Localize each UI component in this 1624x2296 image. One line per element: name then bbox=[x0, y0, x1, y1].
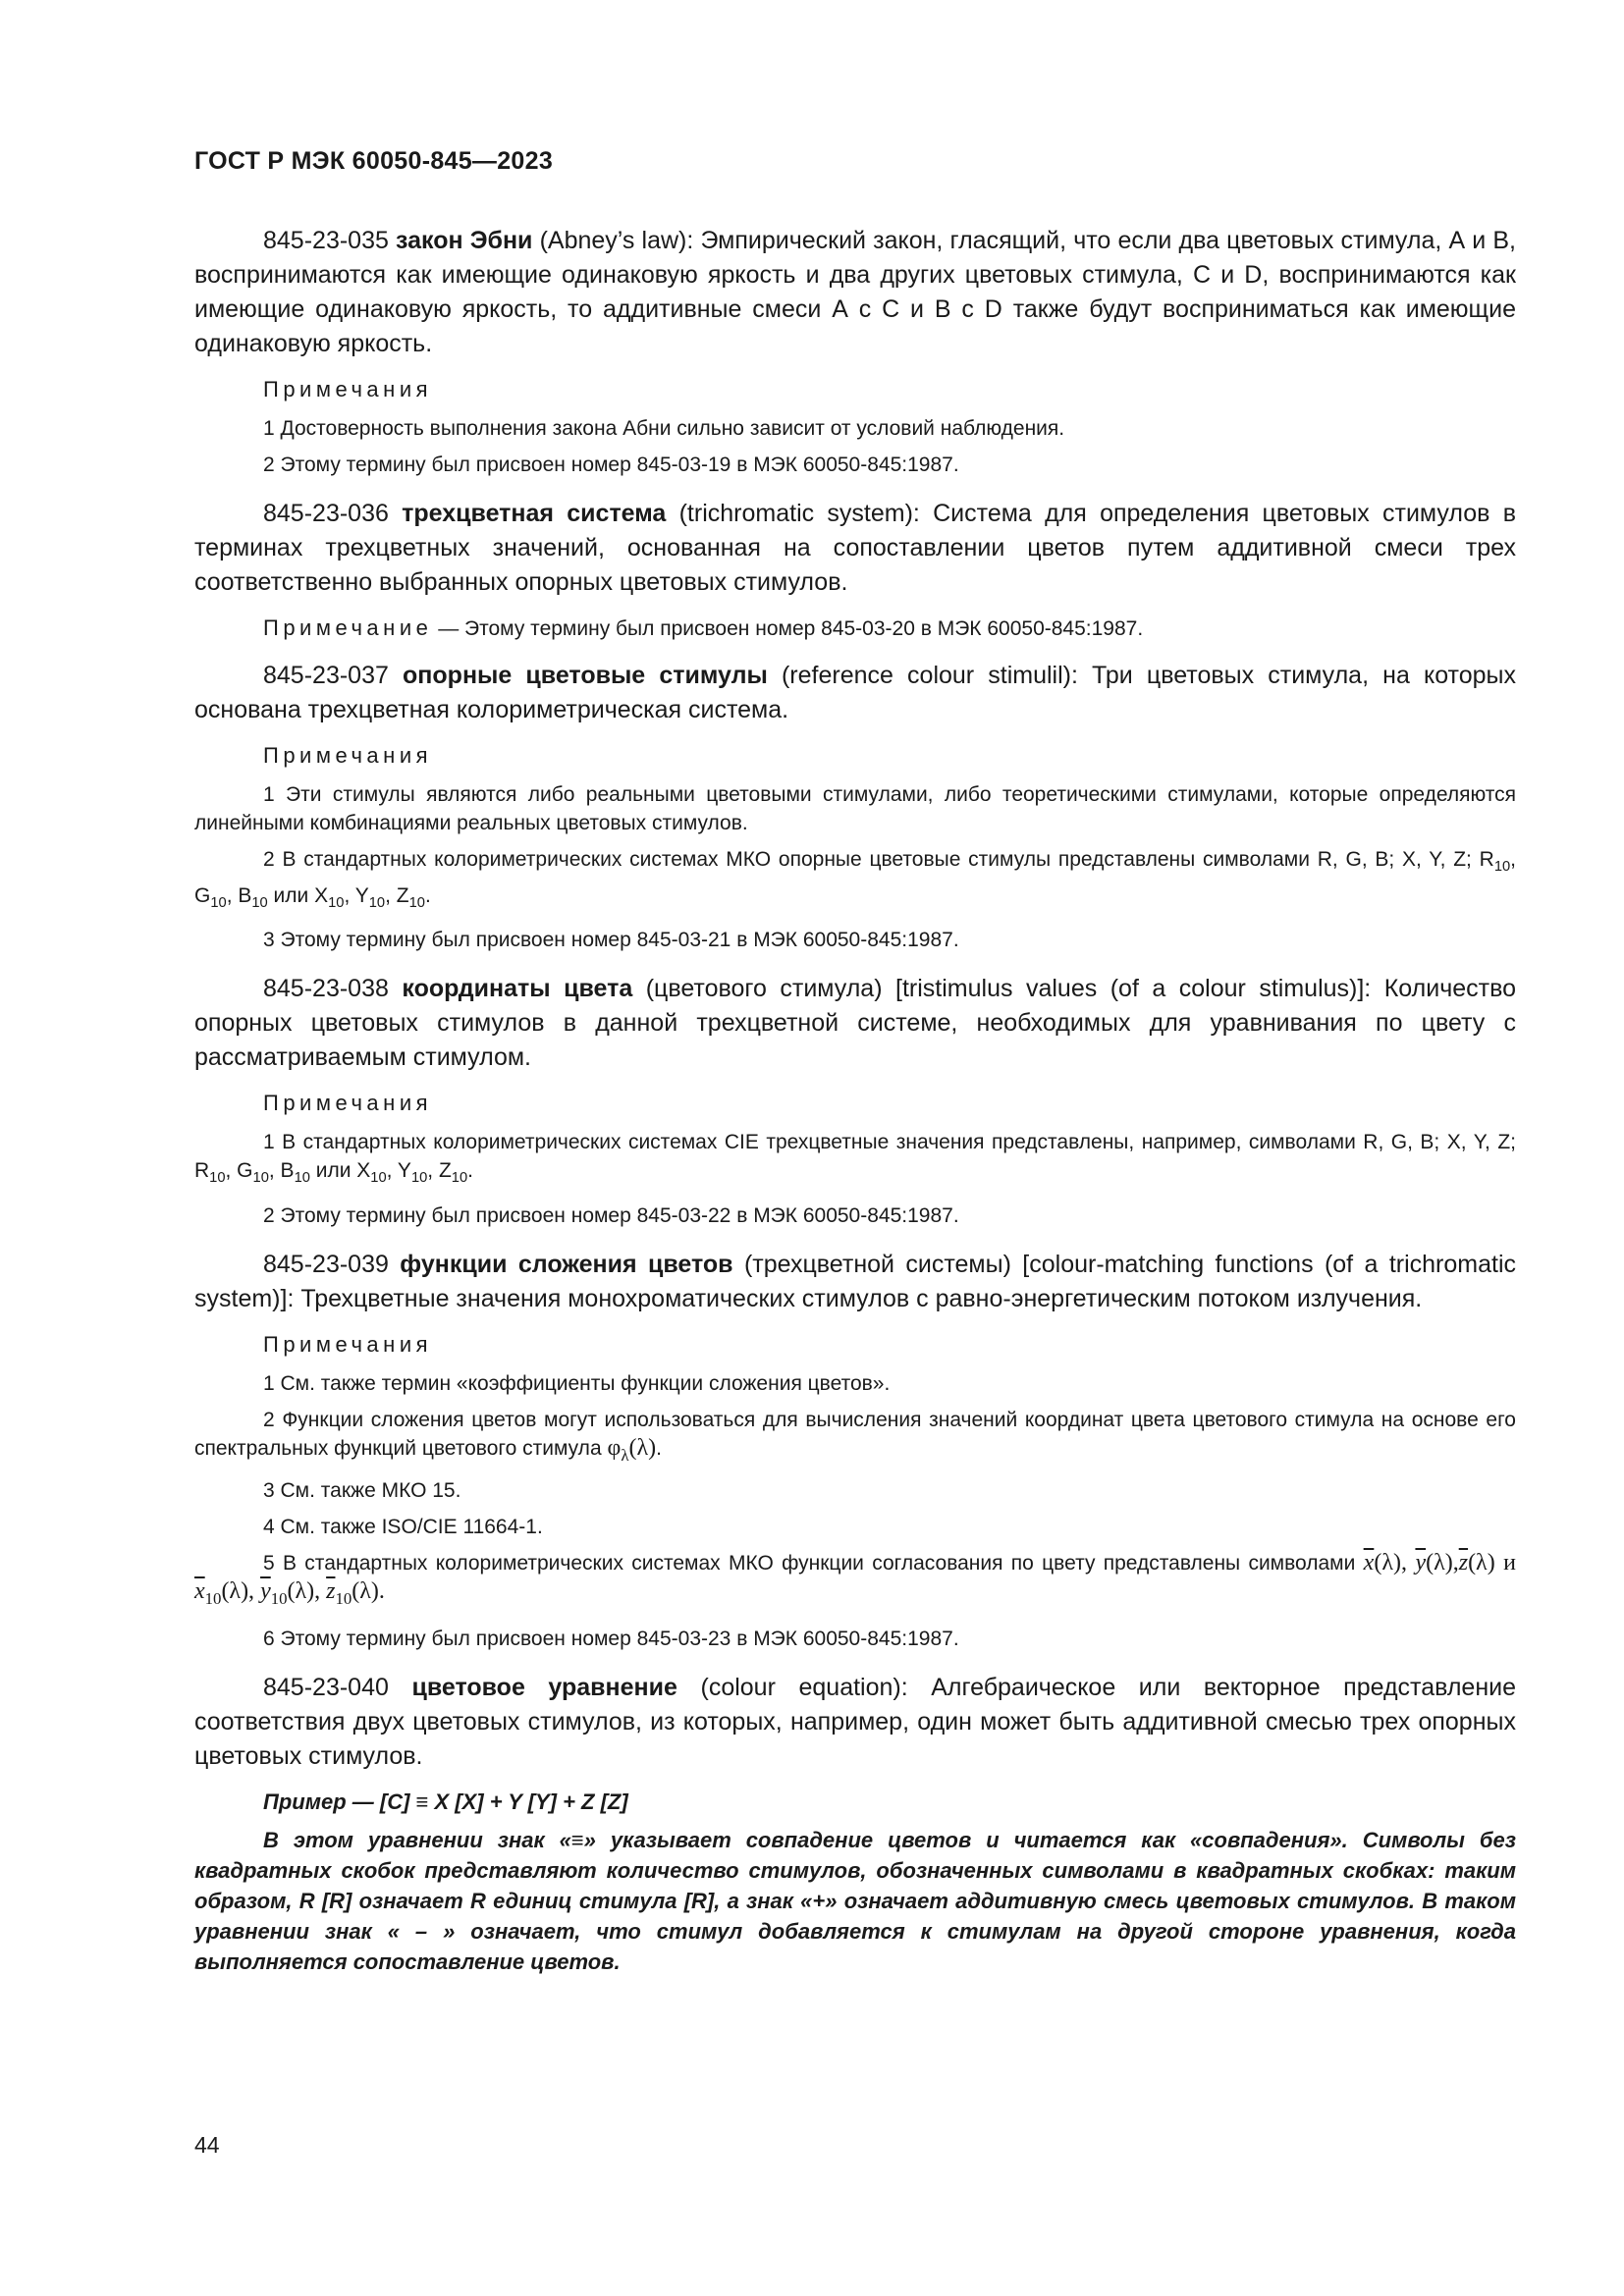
note: 3 См. также МКО 15. bbox=[263, 1479, 461, 1503]
term-name: трехцветная система bbox=[402, 500, 667, 527]
term-number: 845-23-038 bbox=[263, 975, 389, 1003]
note-symbols: 2 В стандартных колориметрических системах МКО опорные цветовые стимулы представлены символами R, G, B; X, Y, Z; $R_{10}$, $G_{10}$, $B_{10}$ или $X_{10}$, $Y_{10}$, $Z_{10}$. bbox=[194, 848, 1516, 912]
standard-code-header: ГОСТ Р МЭК 60050-845—2023 bbox=[194, 147, 554, 175]
note-label: Примечание bbox=[263, 615, 433, 640]
note-symbols: 1 В стандартных колориметрических системах CIE трехцветные значения представлены, например, символами R, G, B; X, Y, Z; $R_{10}$, $G_{10}$, $B_{10}$ или $X_{10}$, $Y_{10}$, $Z_{10}$. bbox=[194, 1131, 1516, 1187]
note-formula: 2 Функции сложения цветов могут использоваться для вычисления значений координат цвета цветового стимула на основе его спектральных функций цветового стимула $\varphi_\lambda(\lambda)$. bbox=[194, 1408, 1516, 1465]
term-number: 845-23-040 bbox=[263, 1674, 389, 1702]
note-formula: 5 В стандартных колориметрических системах МКО функции согласования по цвету представлены символами $\overline{x}(\lambda)$, $\overline{y}(\lambda),\overline{z}(\lambda)$ и $\overline{x}_{10}(\lambda)$, $\overline{y}_{10}(\lambda)$, $\overline{z}_{10}(\lambda)$. bbox=[194, 1550, 1517, 1609]
term-name: закон Эбни bbox=[396, 227, 533, 254]
term-entry-036 bbox=[194, 497, 1516, 600]
term-number: 845-23-039 bbox=[263, 1250, 389, 1278]
note: 2 Этому термину был присвоен номер 845-03-22 в МЭК 60050-845:1987. bbox=[263, 1203, 959, 1227]
example-heading: Пример — [C] ≡ X [X] + Y [Y] + Z [Z] bbox=[263, 1789, 628, 1815]
notes-title: Примечания bbox=[263, 1331, 433, 1357]
note: 1 См. также термин «коэффициенты функции сложения цветов». bbox=[263, 1371, 891, 1395]
note: 4 См. также ISO/CIE 11664-1. bbox=[263, 1516, 543, 1539]
notes-title: Примечания bbox=[263, 377, 433, 401]
note: 1 Эти стимулы являются либо реальными цветовыми стимулами, либо теоретическими стимулами, которые определяются линейными комбинациями реальных цветовых стимулов. bbox=[194, 783, 1516, 834]
term-name: координаты цвета bbox=[402, 975, 633, 1003]
term-entry-038 bbox=[194, 972, 1516, 1075]
note-text: — Этому термину был присвоен номер 845-03-20 в МЭК 60050-845:1987. bbox=[438, 617, 1144, 640]
term-name: цветовое уравнение bbox=[411, 1674, 677, 1702]
note: 3 Этому термину был присвоен номер 845-03-21 в МЭК 60050-845:1987. bbox=[263, 929, 959, 952]
note bbox=[263, 614, 1516, 643]
term-definition: (цветового стимула) [tristimulus values (of a colour stimulus)]: Количество опорных цветовых стимулов в данной трехцветной системе, необходимых для уравнивания по цвету с рассматриваемым стимулом. bbox=[194, 975, 1516, 1072]
term-name: опорные цветовые стимулы bbox=[403, 662, 768, 689]
note: 2 Этому термину был присвоен номер 845-03-19 в МЭК 60050-845:1987. bbox=[263, 454, 959, 476]
term-number: 845-23-036 bbox=[263, 500, 389, 527]
term-definition: (trichromatic system): Система для определения цветовых стимулов в терминах трехцветных значений, основанная на сопоставлении цветов путем аддитивной смеси трех соответственно выбранных опорных цветовых стимулов. bbox=[194, 500, 1516, 596]
term-definition: (Abney’s law): Эмпирический закон, гласящий, что если два цветовых стимула, А и В, воспринимаются как имеющие одинаковую яркость и два других цветовых стимула, C и D, воспринимаются как имеющие одинаковую яркость, то аддитивные смеси А с С и В с D также будут восприниматься как имеющие одинаковую яркость. bbox=[194, 227, 1516, 357]
term-entry-035 bbox=[194, 224, 1516, 361]
term-number: 845-23-037 bbox=[263, 662, 389, 689]
notes-title: Примечания bbox=[263, 743, 433, 768]
page-number: 44 bbox=[194, 2132, 220, 2158]
notes-title: Примечания bbox=[263, 1091, 433, 1116]
term-definition: (colour equation): Алгебраическое или векторное представление соответствия двух цветовых стимулов, из которых, например, один может быть аддитивной смесью трех опорных цветовых стимулов. bbox=[194, 1674, 1517, 1771]
term-entry-037 bbox=[194, 659, 1516, 727]
term-definition: (трехцветной системы) [colour-matching functions (of a trichromatic system)]: Трехцветные значения монохроматических стимулов с равно-энергетическим потоком излучения. bbox=[194, 1250, 1517, 1312]
term-entry-039 bbox=[194, 1248, 1516, 1316]
note: 6 Этому термину был присвоен номер 845-03-23 в МЭК 60050-845:1987. bbox=[263, 1628, 959, 1651]
term-definition: (reference colour stimulil): Три цветовых стимула, на которых основана трехцветная колориметрическая система. bbox=[194, 662, 1516, 723]
term-name: функции сложения цветов bbox=[400, 1250, 733, 1278]
note: 1 Достоверность выполнения закона Абни сильно зависит от условий наблюдения. bbox=[263, 417, 1065, 440]
term-entry-040 bbox=[194, 1671, 1516, 1774]
page-content bbox=[194, 224, 1516, 1977]
term-number: 845-23-035 bbox=[263, 227, 389, 254]
example-text: В этом уравнении знак «≡» указывает совпадение цветов и читается как «совпадения». Символы без квадратных скобок представляют количество стимулов, обозначенных символами в квадратных скобках: таким образом, R [R] означает R единиц стимула [R], а знак «+» означает аддитивную смесь цветовых стимулов. В таком уравнении знак « – » означает, что стимул добавляется к стимулам на другой стороне уравнения, когда выполняется сопоставление цветов. bbox=[194, 1828, 1516, 1975]
